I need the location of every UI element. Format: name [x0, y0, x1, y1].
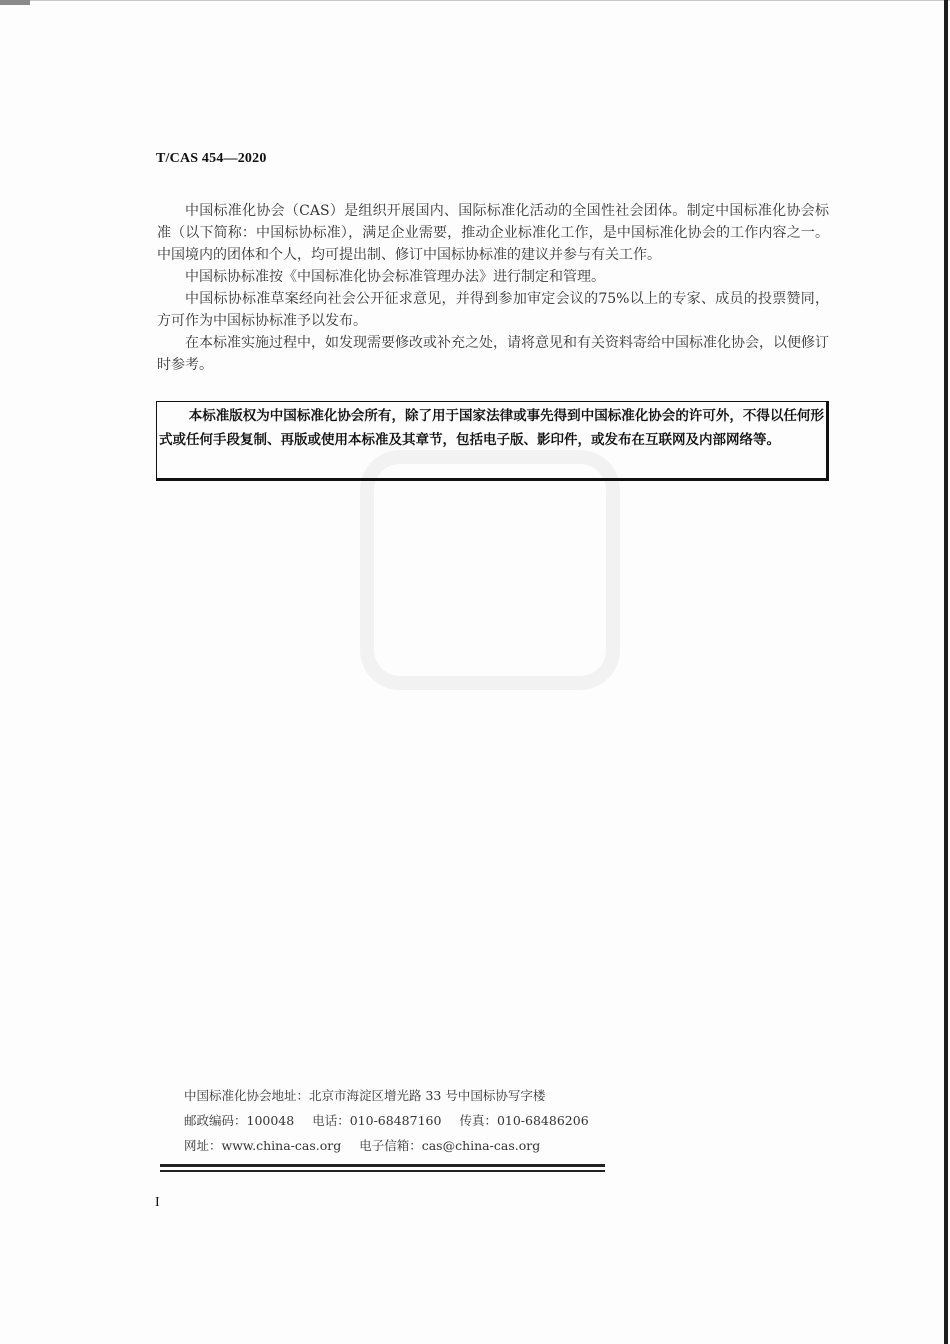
paragraph-1: 中国标准化协会（CAS）是组织开展国内、国际标准化活动的全国性社会团体。制定中国标准化协会标准（以下简称：中国标协标准），满足企业需要，推动企业标准化工作，是中国标准化协会的工作内容之一。中国境内的团体和个人，均可提出制、修订中国标协标准的建议并参与有关工作。 [157, 203, 829, 263]
contact-info [184, 1083, 589, 1158]
contact-web-line [184, 1133, 589, 1158]
paragraph-3: 中国标协标准草案经向社会公开征求意见，并得到参加审定会议的75%以上的专家、成员的投票赞同，方可作为中国标协标准予以发布。 [157, 291, 829, 329]
watermark [360, 450, 620, 690]
contact-postcode: 邮政编码：100048 [184, 1113, 295, 1128]
page-number: I [155, 1195, 160, 1210]
contact-email: 电子信箱：cas@china-cas.org [359, 1138, 541, 1153]
contact-phone: 电话：010-68487160 [312, 1113, 442, 1128]
footer-rule-thin [160, 1170, 605, 1172]
footer-rule-thick [160, 1164, 605, 1167]
paragraph-2: 中国标协标准按《中国标准化协会标准管理办法》进行制定和管理。 [185, 269, 605, 285]
document-code: T/CAS 454—2020 [156, 151, 267, 166]
contact-address: 中国标准化协会地址：北京市海淀区增光路 33 号中国标协写字楼 [184, 1088, 546, 1103]
paragraph-4: 在本标准实施过程中，如发现需要修改或补充之处，请将意见和有关资料寄给中国标准化协会，以便修订时参考。 [157, 335, 829, 373]
copyright-notice: 本标准版权为中国标准化协会所有，除了用于国家法律或事先得到中国标准化协会的许可外，不得以任何形式或任何手段复制、再版或使用本标准及其章节，包括电子版、影印件，或发布在互联网及内部网络等。 [156, 401, 829, 481]
contact-fax: 传真：010-68486206 [459, 1113, 589, 1128]
contact-phone-line [184, 1108, 589, 1133]
scan-mark-top-left [0, 0, 30, 5]
body-text [157, 200, 829, 376]
scan-edge-top [0, 0, 950, 1]
contact-address-line [184, 1083, 589, 1108]
contact-website: 网址：www.china-cas.org [184, 1138, 342, 1153]
scan-edge-right [944, 0, 948, 1344]
